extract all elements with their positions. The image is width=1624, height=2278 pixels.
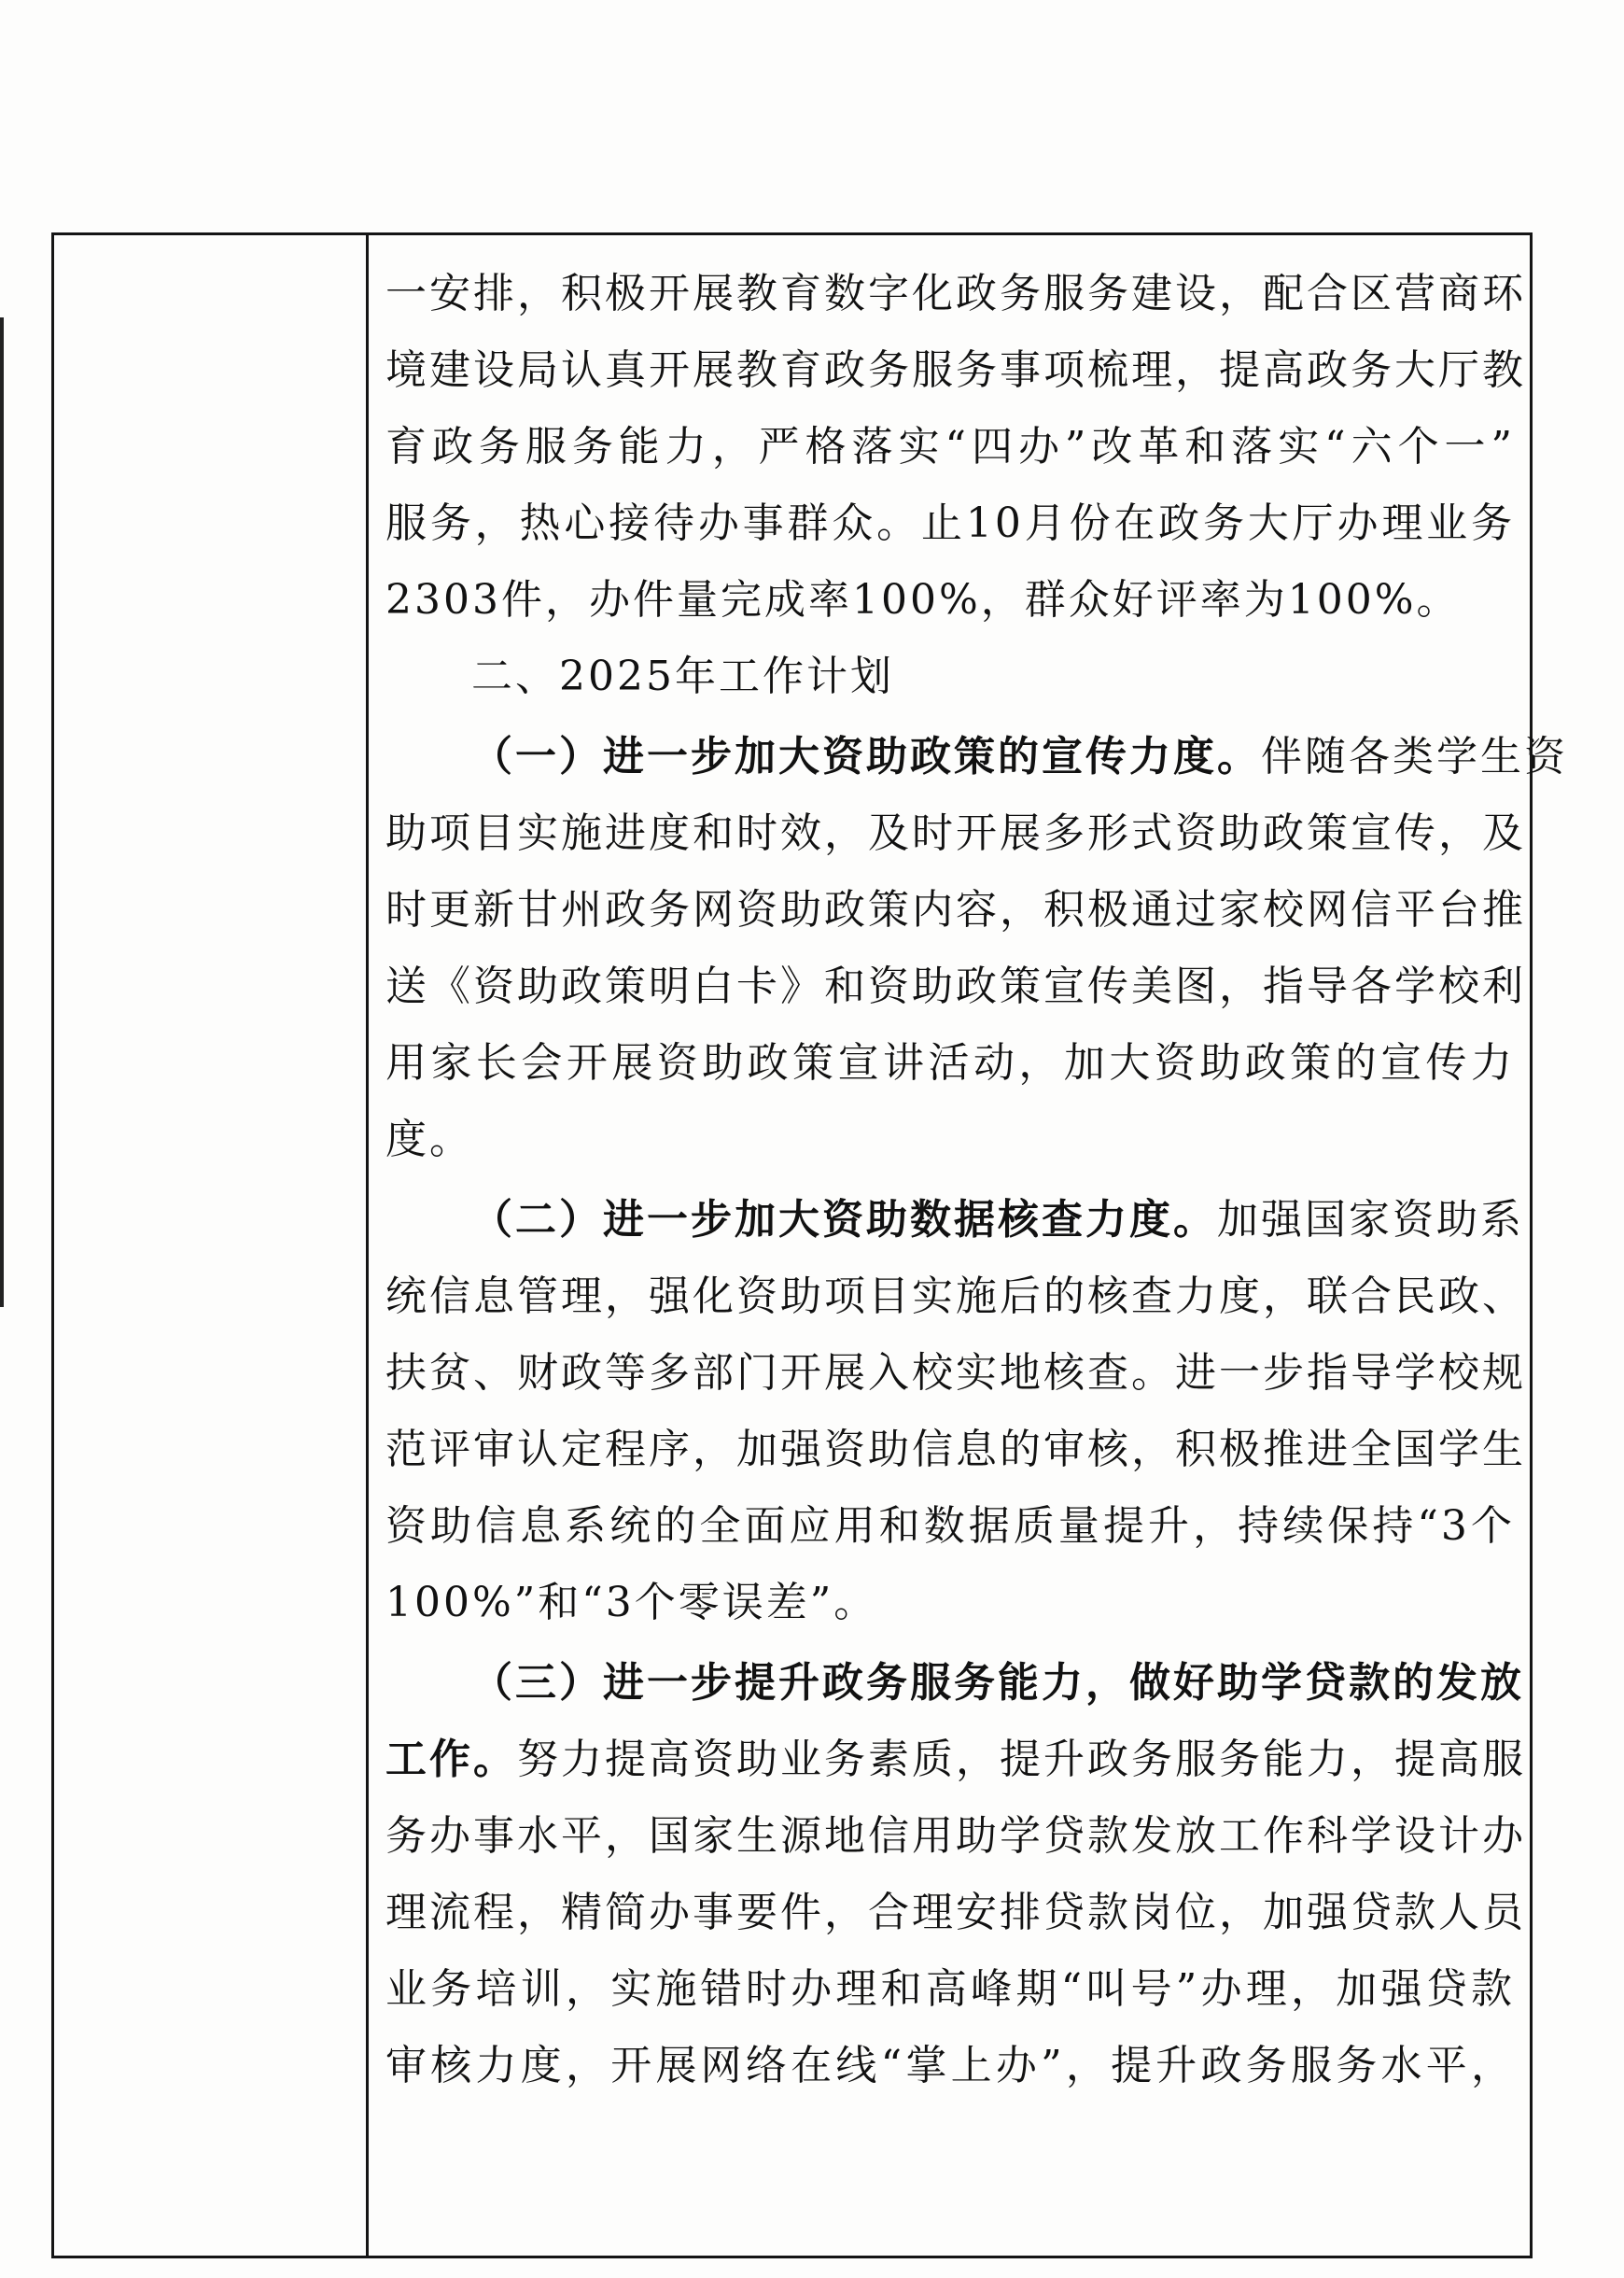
text-line: 100%”和“3个零误差”。 xyxy=(385,1579,878,1626)
text-line: 扶贫、财政等多部门开展入校实地核查。进一步指导学校规 xyxy=(385,1349,1526,1397)
item2-heading: （二）进一步加大资助数据核查力度。 xyxy=(471,1196,1217,1244)
text-line: 育政务服务能力，严格落实“四办”改革和落实“六个一” xyxy=(385,423,1515,471)
table-content-cell xyxy=(385,235,1568,2256)
text-line: 资助信息系统的全面应用和数据质量提升，持续保持“3个 xyxy=(385,1502,1515,1550)
text-line: 审核力度，开展网络在线“掌上办”，提升政务服务水平， xyxy=(385,2042,1515,2089)
text-line: 送《资助政策明白卡》和资助政策宣传美图，指导各学校利 xyxy=(385,963,1526,1010)
text-line: 助项目实施进度和时效，及时开展多形式资助政策宣传，及 xyxy=(385,809,1526,857)
item1-first-line xyxy=(385,719,1568,795)
item3-second-line xyxy=(385,1722,1526,1798)
item1-heading: （一）进一步加大资助政策的宣传力度。 xyxy=(471,733,1261,780)
table-frame xyxy=(51,232,1568,2258)
text-line: 统信息管理，强化资助项目实施后的核查力度，联合民政、 xyxy=(385,1273,1526,1320)
item2-rest: 加强国家资助系 xyxy=(1217,1196,1524,1244)
section-heading: 二、2025年工作计划 xyxy=(471,653,894,700)
text-line: 度。 xyxy=(385,1116,473,1163)
text-line: 服务，热心接待办事群众。止10月份在政务大厅办理业务 xyxy=(385,499,1515,547)
item3-rest: 努力提高资助业务素质，提升政务服务能力，提高服 xyxy=(517,1736,1526,1783)
text-line: 务办事水平，国家生源地信用助学贷款发放工作科学设计办 xyxy=(385,1812,1526,1860)
text-line: 用家长会开展资助政策宣讲活动，加大资助政策的宣传力 xyxy=(385,1039,1515,1087)
text-line: 一安排，积极开展教育数字化政务服务建设，配合区营商环 xyxy=(385,270,1526,317)
item1-rest: 伴随各类学生资 xyxy=(1261,733,1568,780)
item2-first-line xyxy=(385,1182,1524,1259)
text-line: 境建设局认真开展教育政务服务事项梳理，提高政务大厅教 xyxy=(385,346,1526,394)
text-line: 业务培训，实施错时办理和高峰期“叫号”办理，加强贷款 xyxy=(385,1965,1515,2013)
scan-edge-mark xyxy=(0,317,4,1307)
text-line: 理流程，精简办事要件，合理安排贷款岗位，加强贷款人员 xyxy=(385,1889,1526,1936)
text-line: 2303件，办件量完成率100%，群众好评率为100%。 xyxy=(385,576,1461,624)
item3-heading: （三）进一步提升政务服务能力，做好助学贷款的发放 xyxy=(471,1659,1524,1707)
text-line: 时更新甘州政务网资助政策内容，积极通过家校网信平台推 xyxy=(385,886,1526,934)
item3-heading-end: 工作。 xyxy=(385,1736,517,1783)
table-left-column xyxy=(54,235,369,2256)
text-line: 范评审认定程序，加强资助信息的审核，积极推进全国学生 xyxy=(385,1426,1526,1473)
